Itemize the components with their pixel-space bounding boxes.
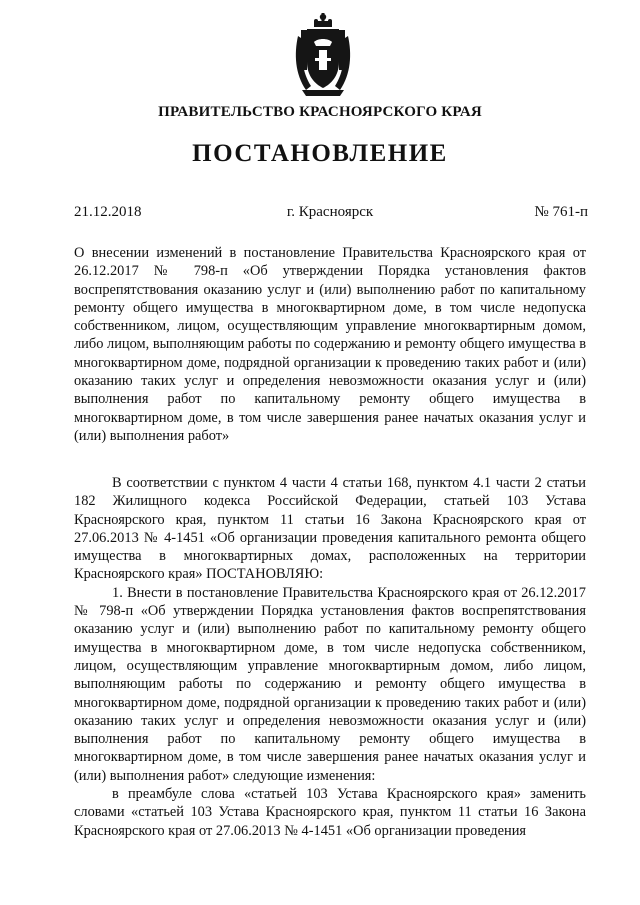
clause-1-paragraph: 1. Внести в постановление Правительства Красноярского края от 26.12.2017 № 798-п «Об утверждении Порядка установления фактов воспрепятствования оказанию услуг и (или) выполнению работ по капитальному ремонту общего имущества в многоквартирном доме, в том числе недопуска собственником, лицом, осуществляющим управление многоквартирным домом, либо лицом, выполняющим работы по содержанию и ремонту общего имущества в многоквартирном доме, подрядной организации к проведению таких работ и (или) оказанию таких услуг и определения невозможности оказания услуг и (или) выполнения работ по капитальному ремонту общего имущества в многоквартирном доме, в том числе завершения ранее начатых оказания услуг и (или) выполнения работ» следующие изменения: — [74, 584, 586, 784]
preamble-paragraph: В соответствии с пунктом 4 части 4 статьи 168, пунктом 4.1 части 2 статьи 182 Жилищного кодекса Российской Федерации, статьей 103 Устава Красноярского края, пунктом 11 статьи 16 Закона Красноярского края от 27.06.2013 № 4-1451 «Об организации проведения капитального ремонта общего имущества в многоквартирных домах, расположенных на территории Красноярского края» ПОСТАНОВЛЯЮ: — [74, 475, 586, 583]
amendment-paragraph: в преамбуле слова «статьей 103 Устава Красноярского края» заменить словами «статьей 103 Устава Красноярского края, пунктом 11 статьи 16 Закона Красноярского края от 27.06.2013 № 4-1451 «Об организации проведения — [74, 786, 586, 839]
decree-subject: О внесении изменений в постановление Правительства Красноярского края от 26.12.2017 № 798-п «Об утверждении Порядка установления фактов воспрепятствования оказанию услуг и (или) выполнению работ по капитальному ремонту общего имущества в многоквартирном доме, в том числе недопуска собственником, лицом, осуществляющим управление многоквартирным домом, либо лицом, выполняющим работы по содержанию и ремонту общего имущества в многоквартирном доме, подрядной организации к проведению таких работ и (или) оказанию таких услуг и определения невозможности оказания услуг и (или) выполнения работ по капитальному ремонту общего имущества в многоквартирном доме, в том числе завершения ранее начатых оказания услуг и (или) выполнения работ» — [74, 245, 586, 444]
government-name: ПРАВИТЕЛЬСТВО КРАСНОЯРСКОГО КРАЯ — [158, 104, 482, 120]
krasnoyarsk-coat-of-arms-icon — [292, 12, 354, 98]
decree-city: г. Красноярск — [286, 204, 374, 220]
decree-date: 21.12.2018 — [74, 204, 142, 220]
decree-number: № 761-п — [534, 204, 588, 220]
decree-body — [74, 474, 586, 840]
document-type: ПОСТАНОВЛЕНИЕ — [192, 140, 448, 167]
